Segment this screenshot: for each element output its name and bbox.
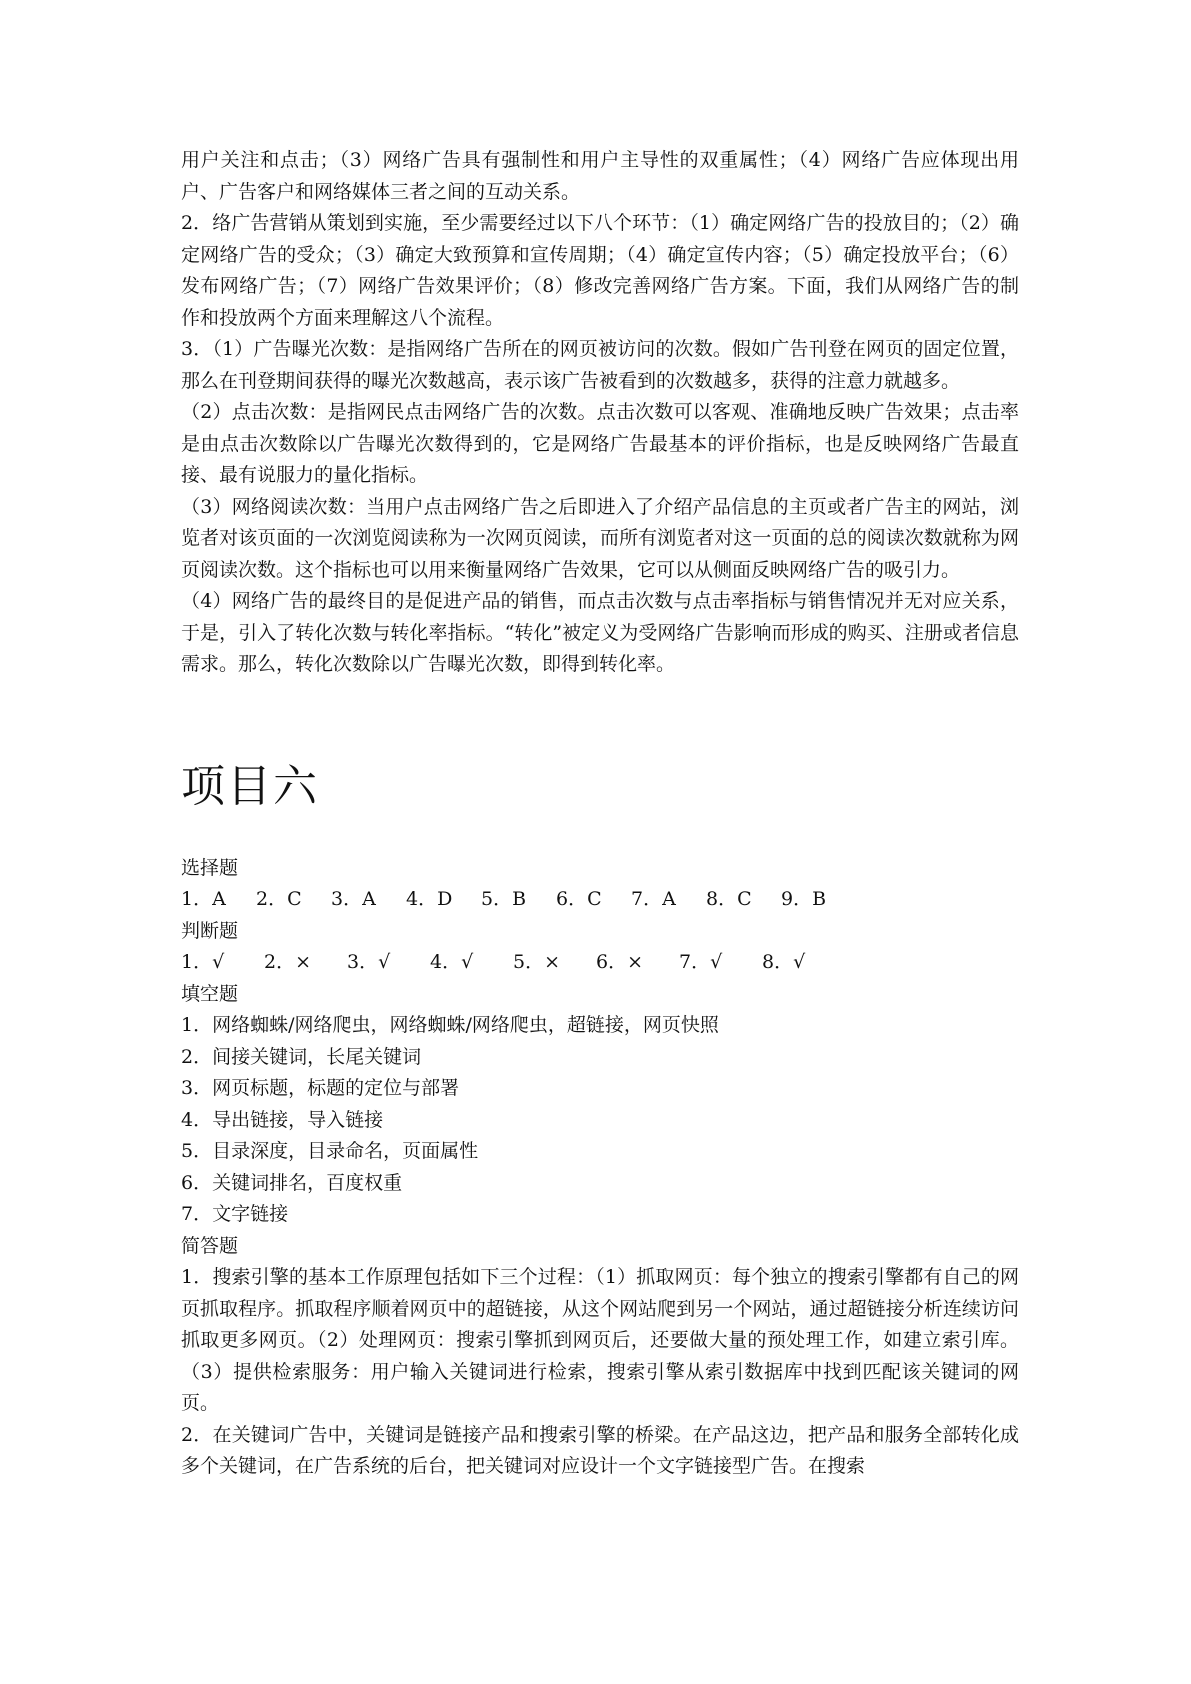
judge-answer: 5．×: [513, 951, 561, 973]
choice-label: 选择题: [181, 856, 239, 879]
fill-answer: 1．网络蜘蛛/网络爬虫，网络蜘蛛/网络爬虫，超链接，网页快照: [181, 1014, 719, 1036]
choice-answer: 1．A: [181, 888, 226, 910]
judge-answer: 4．√: [430, 951, 474, 973]
choice-answer: 9．B: [781, 888, 827, 910]
choice-answer: 5．B: [481, 888, 527, 910]
fill-answer: 4．导出链接，导入链接: [181, 1108, 384, 1131]
judge-answer: 3．√: [347, 951, 391, 973]
short-answer: 1．搜索引擎的基本工作原理包括如下三个过程：（1）抓取网页：每个独立的搜索引擎都有自己的网页抓取程序。抓取程序顺着网页中的超链接，从这个网站爬到另一个网站，通过超链接分析连续访问抓取更多网页。（2）处理网页：搜索引擎抓到网页后，还要做大量的预处理工作，如建立索引库。（3）提供检索服务：用户输入关键词进行检索，搜索引擎从索引数据库中找到匹配该关键词的网页。: [181, 1266, 1019, 1414]
judge-answer: 6．×: [596, 951, 644, 973]
choice-answer: 8．C: [706, 888, 752, 910]
fill-label: 填空题: [181, 982, 239, 1005]
paragraph: 2．络广告营销从策划到实施，至少需要经过以下八个环节：（1）确定网络广告的投放目的；（2）确定网络广告的受众；（3）确定大致预算和宣传周期；（4）确定宣传内容；（5）确定投放平台；（6）发布网络广告；（7）网络广告效果评价；（8）修改完善网络广告方案。下面，我们从网络广告的制作和投放两个方面来理解这八个流程。: [181, 212, 1019, 329]
judge-answers: [181, 947, 1019, 979]
paragraph: （2）点击次数：是指网民点击网络广告的次数。点击次数可以客观、准确地反映广告效果；点击率是由点击次数除以广告曝光次数得到的，它是网络广告最基本的评价指标，也是反映网络广告最直接、最有说服力的量化指标。: [181, 401, 1019, 486]
judge-answer: 7．√: [679, 951, 723, 973]
fill-answer: 2．间接关键词，长尾关键词: [181, 1045, 422, 1068]
paragraph: （4）网络广告的最终目的是促进产品的销售，而点击次数与点击率指标与销售情况并无对应关系，于是，引入了转化次数与转化率指标。“转化”被定义为受网络广告影响而形成的购买、注册或者信息需求。那么，转化次数除以广告曝光次数，即得到转化率。: [181, 590, 1019, 675]
judge-label: 判断题: [181, 919, 239, 942]
document-page: [181, 145, 1019, 1483]
fill-answer: 5．目录深度，目录命名，页面属性: [181, 1140, 479, 1162]
choice-answer: 3．A: [331, 888, 376, 910]
choice-answer: 2．C: [256, 888, 302, 910]
choice-answer: 4．D: [406, 888, 453, 910]
choice-answer: 7．A: [631, 888, 676, 910]
short-label: 简答题: [181, 1234, 239, 1257]
fill-answer: 6．关键词排名，百度权重: [181, 1171, 403, 1194]
choice-answer: 6．C: [556, 888, 602, 910]
paragraph: 用户关注和点击；（3）网络广告具有强制性和用户主导性的双重属性；（4）网络广告应体现出用户、广告客户和网络媒体三者之间的互动关系。: [181, 149, 1019, 203]
section-title: 项目六: [181, 760, 319, 812]
fill-answer: 7．文字链接: [181, 1203, 289, 1225]
paragraph: 3．（1）广告曝光次数：是指网络广告所在的网页被访问的次数。假如广告刊登在网页的固定位置，那么在刊登期间获得的曝光次数越高，表示该广告被看到的次数越多，获得的注意力就越多。: [181, 338, 1019, 392]
choice-answers: [181, 884, 1019, 916]
judge-answer: 8．√: [762, 951, 806, 973]
fill-answer: 3．网页标题，标题的定位与部署: [181, 1077, 460, 1099]
judge-answer: 2．×: [264, 951, 312, 973]
short-answer: 2．在关键词广告中，关键词是链接产品和搜索引擎的桥梁。在产品这边，把产品和服务全部转化成多个关键词，在广告系统的后台，把关键词对应设计一个文字链接型广告。在搜索: [181, 1423, 1019, 1477]
paragraph: （3）网络阅读次数：当用户点击网络广告之后即进入了介绍产品信息的主页或者广告主的网站，浏览者对该页面的一次浏览阅读称为一次网页阅读，而所有浏览者对这一页面的总的阅读次数就称为网页阅读次数。这个指标也可以用来衡量网络广告效果，它可以从侧面反映网络广告的吸引力。: [181, 495, 1019, 581]
judge-answer: 1．√: [181, 951, 225, 973]
